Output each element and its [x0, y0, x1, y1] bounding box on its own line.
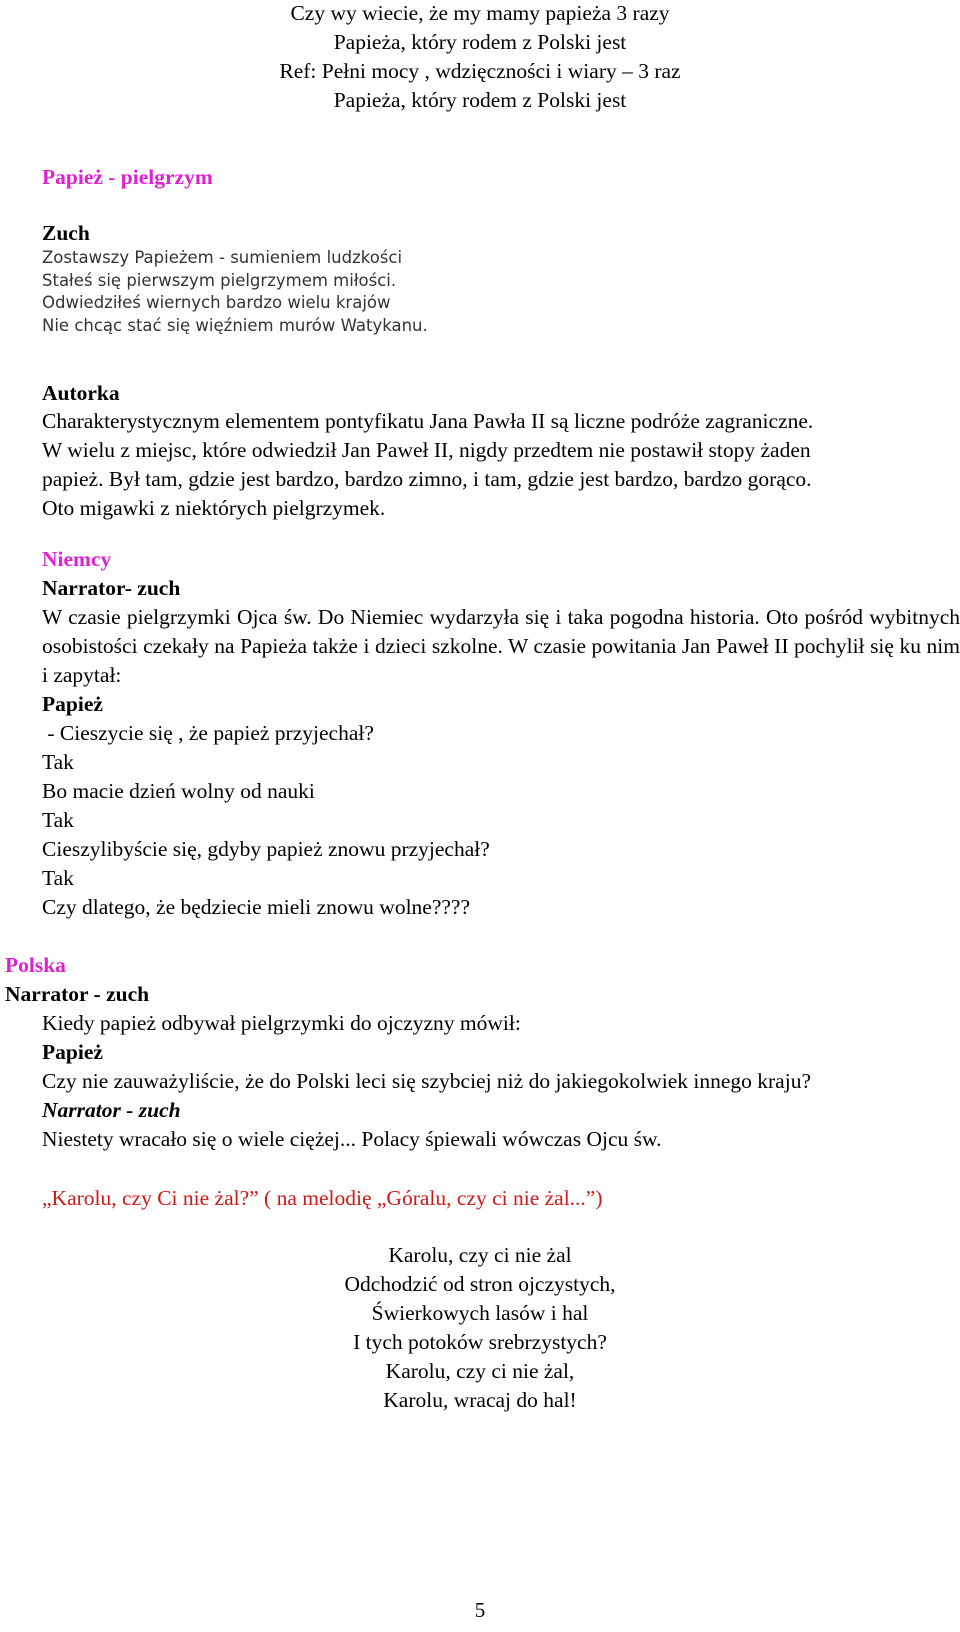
- dialog-line: Bo macie dzień wolny od nauki: [42, 779, 315, 803]
- dialog-line: Tak: [42, 808, 74, 832]
- section-title-pielgrzym: Papież - pielgrzym: [42, 165, 213, 189]
- paragraph-line: W wielu z miejsc, które odwiedził Jan Paweł II, nigdy przedtem nie postawił stopy żaden: [42, 438, 811, 462]
- dialog-line: - Cieszycie się , że papież przyjechał?: [42, 721, 374, 745]
- speaker-autorka: Autorka: [42, 381, 120, 405]
- narrator-polska: Narrator - zuch: [5, 982, 150, 1006]
- dialog-line: Czy dlatego, że będziecie mieli znowu wolne????: [42, 895, 471, 919]
- song-top: [0, 0, 960, 115]
- song-karolu-line: Karolu, wracaj do hal!: [383, 1388, 577, 1412]
- song-karolu-line: Karolu, czy ci nie żal,: [385, 1359, 575, 1383]
- song-top-line: Ref: Pełni mocy , wdzięczności i wiary – 3 raz: [279, 59, 681, 83]
- poem-line: Odwiedziłeś wiernych bardzo wielu krajów: [42, 293, 391, 312]
- paragraph-line: papież. Był tam, gdzie jest bardzo, bardzo zimno, i tam, gdzie jest bardzo, bardzo gorąco.: [42, 467, 812, 491]
- song-top-line: Czy wy wiecie, że my mamy papieża 3 razy: [290, 1, 670, 25]
- paragraph-niemcy: W czasie pielgrzymki Ojca św. Do Niemiec wydarzyła się i taka pogodna historia. Oto pośród wybitnych osobistości czekały na Papieża także i dzieci szkolne. W czasie powitania Jan Paweł II pochylił się ku nim i zapytał:: [42, 605, 960, 687]
- poem-zuch: [42, 247, 960, 337]
- polska-line-2: Czy nie zauważyliście, że do Polski leci się szybciej niż do jakiegokolwiek innego kraju?: [42, 1069, 811, 1093]
- narrator-niemcy: Narrator- zuch: [42, 576, 181, 600]
- dialog-line: Cieszylibyście się, gdyby papież znowu przyjechał?: [42, 837, 490, 861]
- song-karolu-line: Świerkowych lasów i hal: [371, 1301, 589, 1325]
- paragraph-autorka: [42, 407, 960, 523]
- dialog-line: Tak: [42, 866, 74, 890]
- poem-line: Stałeś się pierwszym pielgrzymem miłości.: [42, 270, 397, 290]
- poem-line: Zostawszy Papieżem - sumieniem ludzkości: [42, 248, 403, 267]
- poem-line: Nie chcąc stać się więźniem murów Watykanu.: [42, 315, 428, 335]
- polska-line-3: Niestety wracało się o wiele ciężej... Polacy śpiewali wówczas Ojcu św.: [42, 1127, 662, 1151]
- song-top-line: Papieża, który rodem z Polski jest: [333, 30, 627, 54]
- speaker-papiez: Papież: [42, 692, 103, 716]
- paragraph-line: Charakterystycznym elementem pontyfikatu Jana Pawła II są liczne podróże zagraniczne.: [42, 409, 814, 433]
- speaker-papiez-polska: Papież: [42, 1040, 103, 1064]
- paragraph-line: Oto migawki z niektórych pielgrzymek.: [42, 496, 386, 520]
- page-number: 5: [474, 1598, 486, 1622]
- dialog-niemcy: [42, 719, 960, 922]
- song-karolu: [0, 1241, 960, 1415]
- section-title-polska: Polska: [5, 953, 66, 977]
- song-karolu-line: Karolu, czy ci nie żal: [388, 1243, 572, 1267]
- song-title-karolu: „Karolu, czy Ci nie żal?” ( na melodię „Góralu, czy ci nie żal...”): [42, 1186, 603, 1210]
- song-karolu-line: I tych potoków srebrzystych?: [353, 1330, 607, 1354]
- polska-line-1: Kiedy papież odbywał pielgrzymki do ojczyzny mówił:: [42, 1011, 521, 1035]
- dialog-line: Tak: [42, 750, 74, 774]
- section-title-niemcy: Niemcy: [42, 547, 112, 571]
- song-top-line: Papieża, który rodem z Polski jest: [333, 88, 627, 112]
- narrator-polska-2: Narrator - zuch: [42, 1098, 181, 1122]
- speaker-zuch: Zuch: [42, 221, 90, 245]
- song-karolu-line: Odchodzić od stron ojczystych,: [344, 1272, 616, 1296]
